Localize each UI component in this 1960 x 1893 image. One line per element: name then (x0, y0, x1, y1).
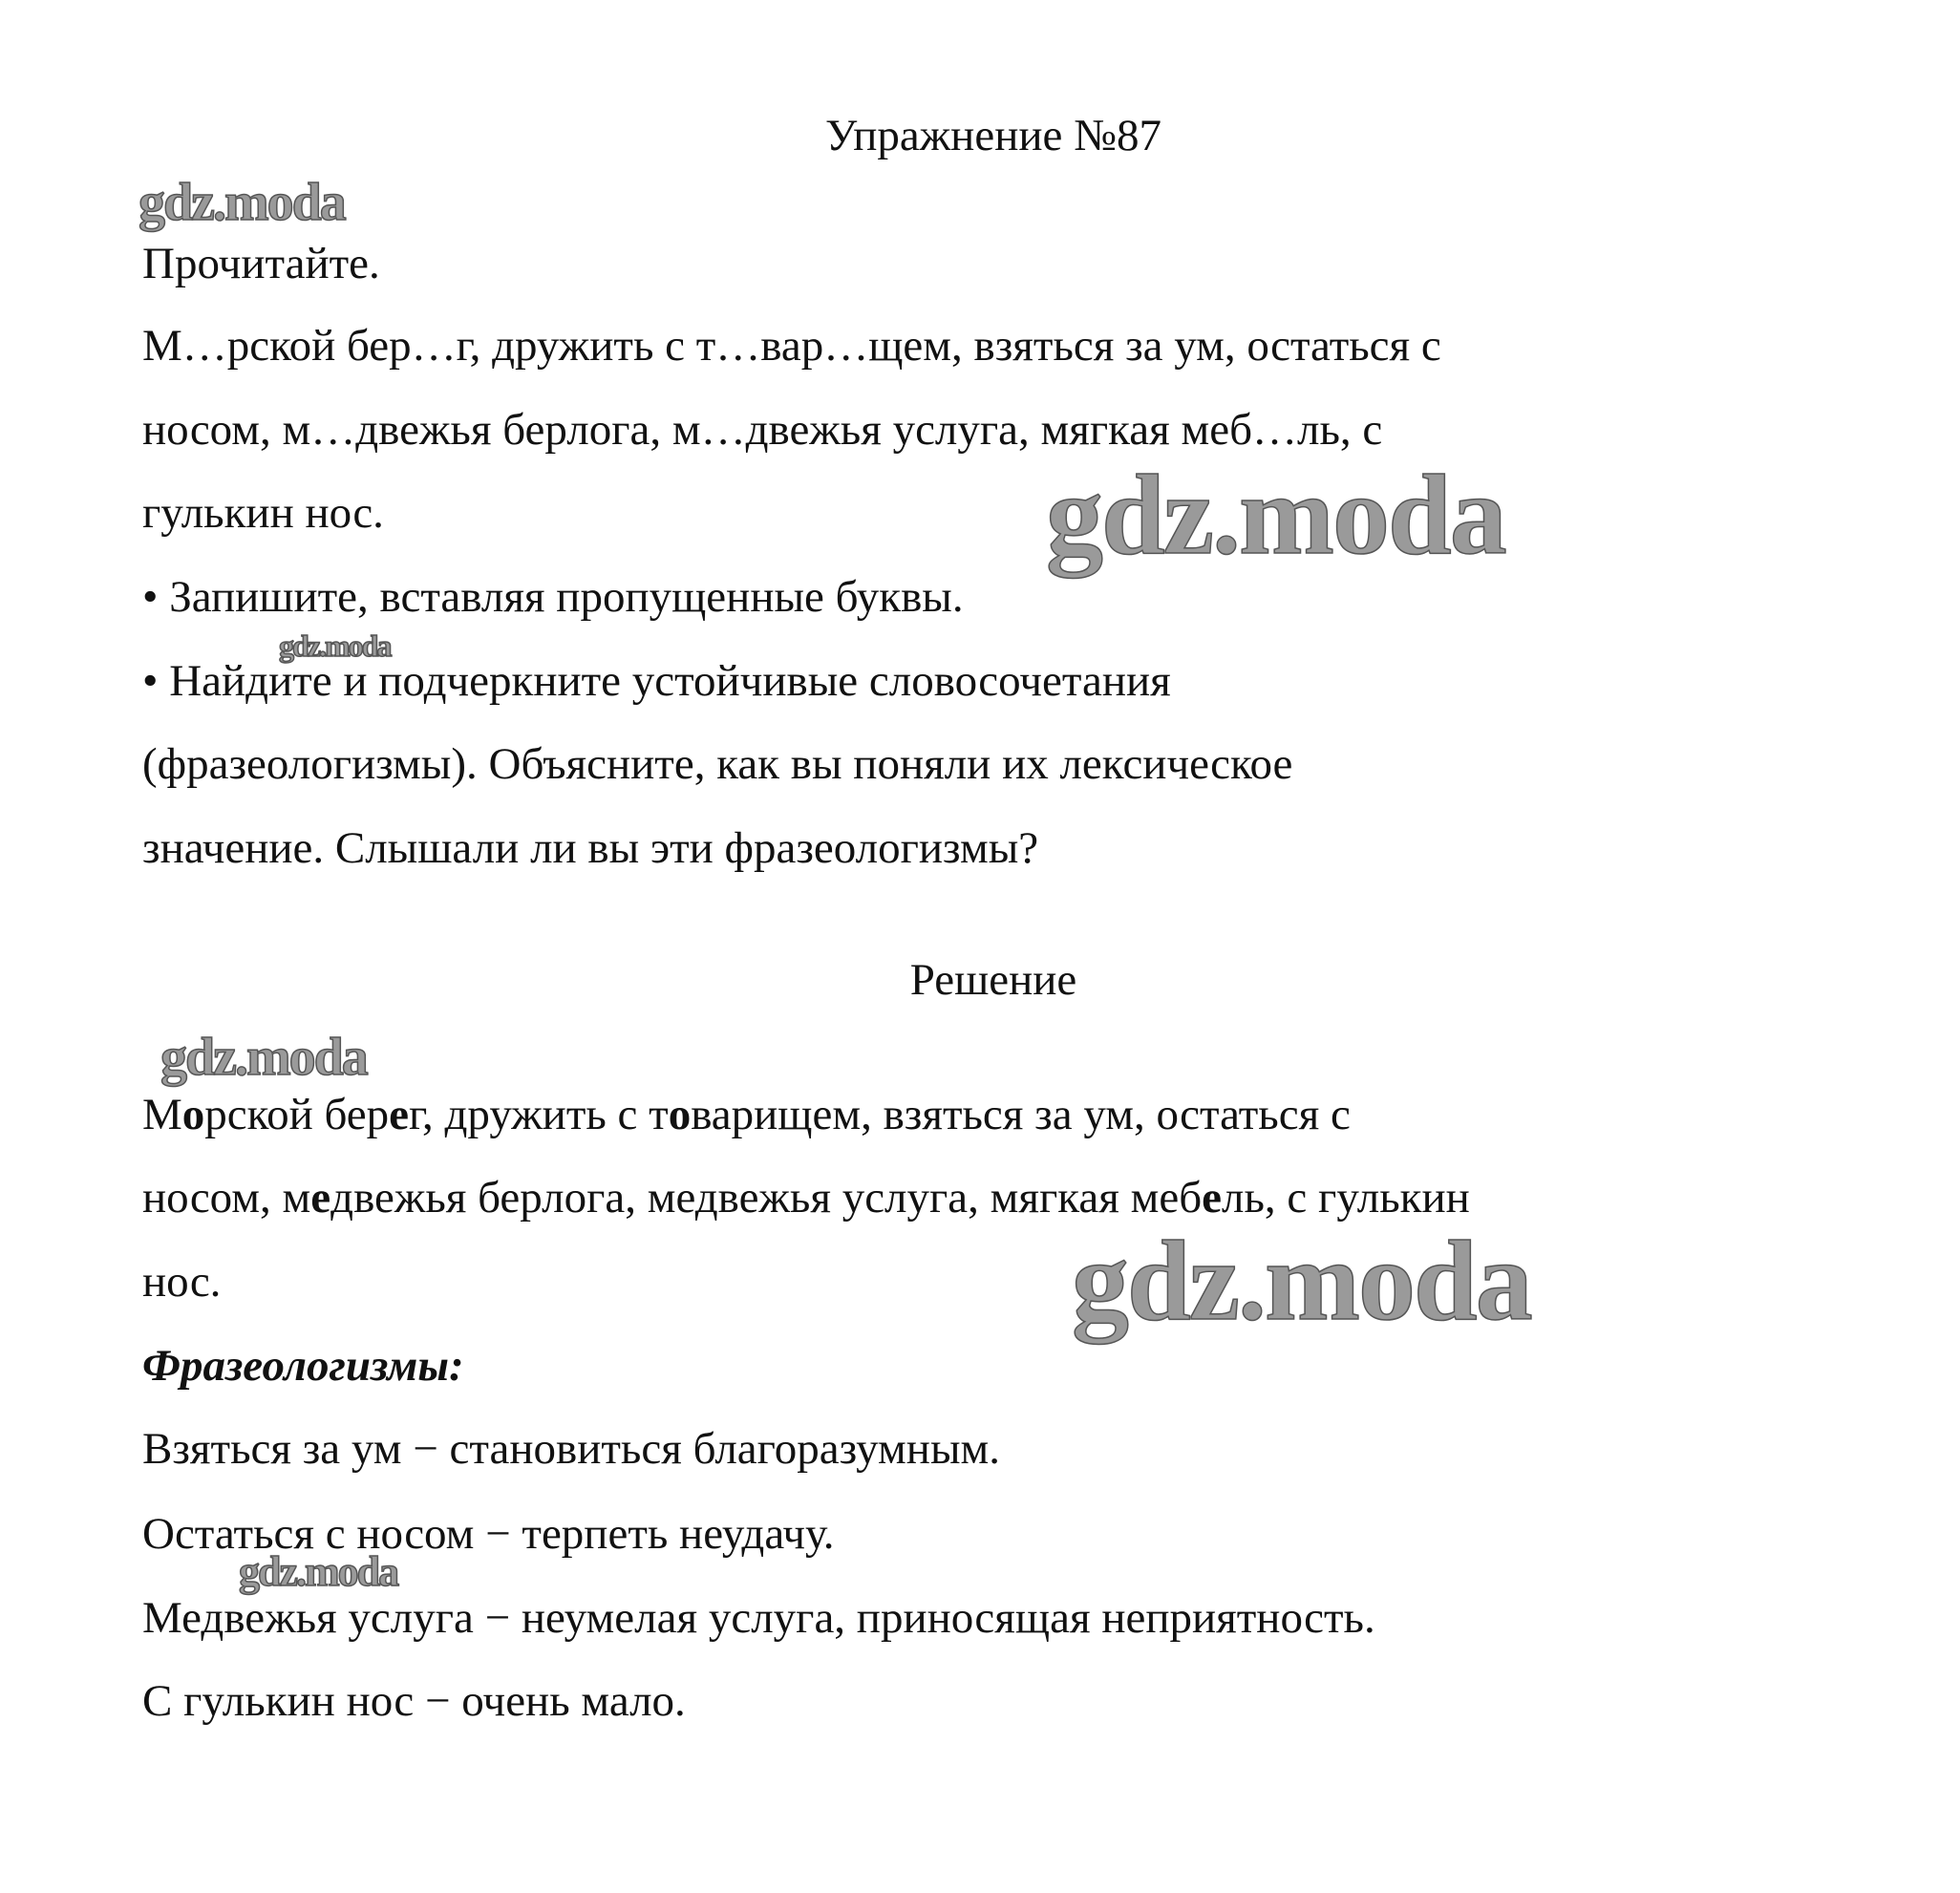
phraseology-item: Медвежья услуга − неумелая услуга, приносящая неприятность. (142, 1593, 1375, 1643)
phraseology-item: Остаться с носом − терпеть неудачу. (142, 1509, 835, 1559)
instruction-line: • Запишите, вставляя пропущенные буквы. (142, 572, 964, 622)
watermark: gdz.moda (279, 628, 391, 663)
solution-line: носом, медвежья берлога, медвежья услуга, мягкая мебель, с гулькин (142, 1173, 1470, 1223)
watermark: gdz.moda (1046, 451, 1505, 578)
watermark: gdz.moda (1072, 1217, 1531, 1344)
watermark: gdz.moda (138, 173, 345, 232)
exercise-title: Упражнение №87 (825, 111, 1161, 160)
instruction-line: значение. Слышали ли вы эти фразеологизмы? (142, 823, 1039, 873)
watermark: gdz.moda (239, 1548, 398, 1595)
task-text-line: гулькин нос. (142, 488, 384, 538)
task-intro: Прочитайте. (142, 239, 380, 288)
watermark: gdz.moda (160, 1028, 367, 1087)
solution-line: Морской берег, дружить с товарищем, взяться за ум, остаться с (142, 1090, 1351, 1139)
solution-line: нос. (142, 1257, 222, 1307)
task-text-line: М…рской бер…г, дружить с т…вар…щем, взяться за ум, остаться с (142, 321, 1441, 371)
phraseology-item: Взяться за ум − становиться благоразумным. (142, 1424, 1001, 1474)
phraseology-heading: Фразеологизмы: (142, 1341, 464, 1391)
instruction-line: (фразеологизмы). Объясните, как вы поняли их лексическое (142, 739, 1293, 789)
phraseology-item: С гулькин нос − очень мало. (142, 1676, 686, 1726)
instruction-line: • Найдите и подчеркните устойчивые словосочетания (142, 656, 1171, 706)
solution-heading: Решение (909, 955, 1077, 1005)
task-text-line: носом, м…двежья берлога, м…двежья услуга, мягкая меб…ль, с (142, 405, 1383, 455)
